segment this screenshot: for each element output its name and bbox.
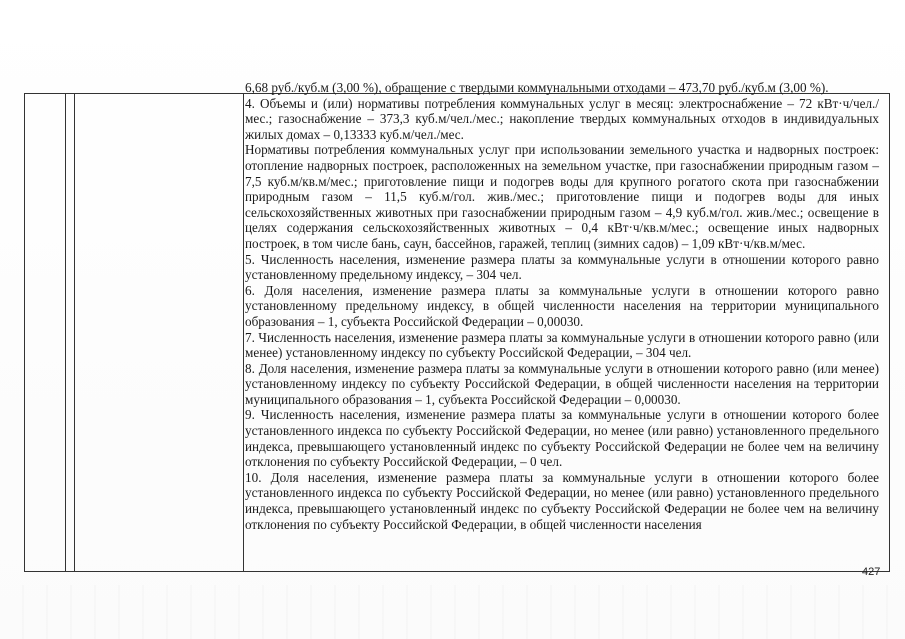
paragraph: 4. Объемы и (или) нормативы потребления коммунальных услуг в месяц: электроснабжение – 72 кВт·ч/чел./мес.; газоснабжение – 373,3 куб.м/чел./мес.; накопление твердых коммунальных отходов в индивидуальных жилых домах – 0,13333 куб.м/чел./мес. <box>245 95 879 142</box>
paragraph: 7. Численность населения, изменение размера платы за коммунальные услуги в отношении которого равно (или менее) установленному индексу по субъекту Российской Федерации, – 304 чел. <box>245 329 879 361</box>
table-cell-text <box>245 80 879 532</box>
paragraph: 9. Численность населения, изменение размера платы за коммунальные услуги в отношении которого более установленного индекса по субъекту Российской Федерации, но менее (или равно) установленного предельного индекса, превышающего установленный индекс по субъекту Российской Федерации не более чем на величину отклонения по субъекту Российской Федерации, – 0 чел. <box>245 407 879 470</box>
scan-artifact <box>0 585 905 639</box>
table-column-divider <box>65 94 66 572</box>
paragraph: 10. Доля населения, изменение размера платы за коммунальные услуги в отношении которого более установленного индекса по субъекту Российской Федерации, но менее (или равно) установленного предельного индекса, превышающего установленный индекс по субъекту Российской Федерации не более чем на величину отклонения по субъекту Российской Федерации, в общей численности населения <box>245 469 879 532</box>
table-column-divider <box>243 94 244 572</box>
paragraph: 5. Численность населения, изменение размера платы за коммунальные услуги в отношении которого равно установленному предельному индексу, – 304 чел. <box>245 251 879 283</box>
paragraph: 6. Доля населения, изменение размера платы за коммунальные услуги в отношении которого равно установленному предельному индексу, в общей численности населения на территории муниципального образования – 1, субъекта Российской Федерации – 0,00030. <box>245 282 879 329</box>
table-border-left <box>24 94 25 572</box>
table-border-right <box>889 94 890 572</box>
page-number: 427 <box>862 566 881 578</box>
paragraph: 8. Доля населения, изменение размера платы за коммунальные услуги в отношении которого равно (или менее) установленному индексу по субъекту Российской Федерации, в общей численности населения на территории муниципального образования – 1, субъекта Российской Федерации – 0,00030. <box>245 360 879 407</box>
paragraph: Нормативы потребления коммунальных услуг при использовании земельного участка и надворных построек: отопление надворных построек, расположенных на земельном участке, при газоснабжении природным газом – 7,5 куб.м/кв.м/мес.; приготовление пищи и подогрев воды для крупного рогатого скота при газоснабжении природным газом – 11,5 куб.м/гол. жив./мес.; приготовление пищи и подогрев воды для иных сельскохозяйственных животных при газоснабжении природным газом – 4,9 куб.м/гол. жив./мес.; освещение в целях содержания сельскохозяйственных животных – 0,4 кВт·ч/кв.м/мес.; освещение иных надворных построек, в том числе бань, саун, бассейнов, гаражей, теплиц (зимних садов) – 1,09 кВт·ч/кв.м/мес. <box>245 142 879 251</box>
table-border-bottom <box>24 571 890 572</box>
paragraph: 6,68 руб./куб.м (3,00 %), обращение с твердыми коммунальными отходами – 473,70 руб./куб.м (3,00 %). <box>245 80 829 95</box>
table-column-divider <box>74 94 75 572</box>
